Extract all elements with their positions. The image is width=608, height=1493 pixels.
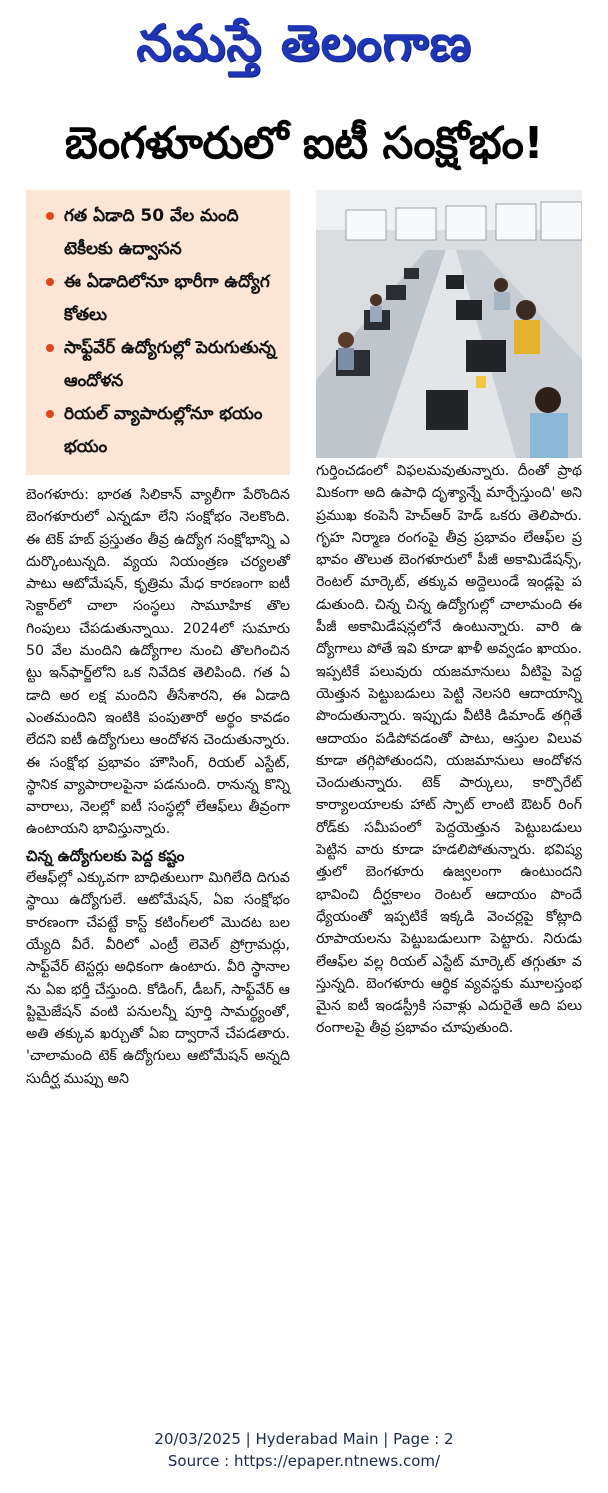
bullet-icon [46, 278, 54, 286]
highlight-item: గత ఏడాది 50 వేల మంది టెకీలకు ఉద్వాసన [44, 200, 278, 266]
bullet-icon [46, 212, 54, 220]
highlights-box [26, 190, 290, 475]
highlight-item: సాఫ్ట్‌వేర్ ఉద్యోగుల్లో పెరుగుతున్న ఆందోళన [44, 332, 278, 398]
bullet-icon [46, 344, 54, 352]
bullet-icon [46, 410, 54, 418]
newspaper-masthead: నమస్తే తెలంగాణ [136, 13, 472, 72]
article-subheading: చిన్న ఉద్యోగులకు పెద్ద కష్టం [26, 846, 185, 865]
article-paragraph: లేఆఫ్‌ల్లో ఎక్కువగా బాధితులుగా మిగిలేది దిగువ స్థాయి ఉద్యోగులే. ఆటోమేషన్, ఏఐ సంక్షోభం కారణంగా చేపట్టే కాస్ట్ కటింగ్‌లలో మొదట బలయ్యేది వీరే. వీరిలో ఎంట్రీ లెవెల్ ప్రోగ్రామర్లు, సాఫ్ట్‌వేర్ టెస్టర్లు అధికంగా ఉంటారు. వీరి స్థానాలను ఏఐ భర్తీ చేస్తుంది. కోడింగ్, డీబగ్, సాఫ్ట్‌వేర్ ఆప్టిమైజేషన్ వంటి పనులన్నీ పూర్తి సామర్థ్యంతో, అతి తక్కువ ఖర్చుతో ఏఐ ద్వారానే చేపడతారు. 'చాలామంది టెక్ ఉద్యోగులు ఆటోమేషన్ అన్నది సుదీర్ఘ ముప్పు అని [26, 870, 290, 1087]
article-headline: బెంగళూరులో ఐటీ సంక్షోభం! [64, 118, 544, 169]
office-photo [316, 190, 582, 458]
highlights-list [44, 200, 278, 464]
highlight-item: రియల్ వ్యాపారుల్లోనూ భయం భయం [44, 398, 278, 464]
footer-date-line: 20/03/2025 | Hyderabad Main | Page : 2 [154, 1430, 454, 1448]
highlight-item: ఈ ఏడాదిలోనూ భారీగా ఉద్యోగ కోతలు [44, 266, 278, 332]
article-column-right [316, 460, 582, 1040]
footer-source-line: Source : https://epaper.ntnews.com/ [167, 1452, 441, 1470]
office-workers-image [316, 190, 582, 458]
article-paragraph: గుర్తించడంలో విఫలమవుతున్నారు. దీంతో ప్రాథమికంగా అది ఉపాధి దృశ్యాన్నే మార్చేస్తుంది' అని ప్రముఖ కంపెనీ హెచ్‌ఆర్ హెడ్ ఒకరు తెలిపారు. గృహ నిర్మాణ రంగంపై తీవ్ర ప్రభావం లేఆఫ్‌ల ప్రభావం తొలుత బెంగళూరులో పీజీ అకామిడేషన్స్, రెంటల్ మార్కెట్, తక్కువ అద్దెలుండే ఇండ్లపై పడుతుంది. చిన్న చిన్న ఉద్యోగుల్లో చాలామంది ఈ పీజీ అకామిడేషన్లలోనే ఉంటున్నారు. వారి ఉద్యోగాలు పోతే ఇవి కూడా ఖాళీ అవ్వడం ఖాయం. ఇప్పటికే పలువురు యజమానులు వీటిపై పెద్దయెత్తున పెట్టుబడులు పెట్టి నెలసరి ఆదాయాన్ని పొందుతున్నారు. ఇప్పుడు వీటికి డిమాండ్ తగ్గితే ఆదాయం పడిపోవడంతో పాటు, ఆస్తుల విలువ కూడా తగ్గిపోతుందని, యజమానులు ఆందోళన చెందుతున్నారు. టెక్ పార్కులు, కార్పొరేట్ కార్యాలయాలకు హాట్ స్పాట్ లాంటి ఔటర్ రింగ్ రోడ్‌కు సమీపంలో పెద్దయెత్తున పెట్టుబడులు పెట్టిన వారు కూడా హడలిపోతున్నారు. భవిష్యత్తులో బెంగళూరు ఉజ్వలంగా ఉంటుందని భావించి దీర్ఘకాలం రెంటల్ ఆదాయం పొందే ధ్యేయంతో ఇప్పటికే ఇక్కడి వెంచర్లపై కోట్లాది రూపాయలను పెట్టుబడులుగా పెట్టారు. నిరుడు లేఆఫ్‌ల వల్ల రియల్ ఎస్టేట్ మార్కెట్ తగ్గుతూ వస్తున్నది. బెంగళూరు ఆర్థిక వ్యవస్థకు మూలస్తంభమైన ఐటీ ఇండస్ట్రీకి సవాళ్లు ఎదురైతే అది పలు రంగాలపై తీవ్ర ప్రభావం చూపుతుంది. [316, 463, 582, 1037]
article-column-left [26, 484, 290, 1090]
article-paragraph: బెంగళూరు: భారత సిలికాన్ వ్యాలీగా పేరొందిన బెంగళూరులో ఎన్నడూ లేని సంక్షోభం నెలకొంది. ఈ టెక్ హబ్ ప్రస్తుతం తీవ్ర ఉద్యోగ సంక్షోభాన్ని ఎదుర్కొంటున్నది. వ్యయ నియంత్రణ చర్యలతో పాటు ఆటోమేషన్, కృత్రిమ మేధ కారణంగా ఐటీ సెక్టార్‌లో చాలా సంస్థలు సామూహిక తొలగింపులు చేపడుతున్నాయి. 2024లో సుమారు 50 వేల మందిని ఉద్యోగాల నుంచి తొలగించినట్టు ఇన్‌ఫార్జ్‌లోని ఒక నివేదిక తెలిపింది. గత ఏడాది అర లక్ష మందిని తీసేశారని, ఈ ఏడాది ఎంతమందిని ఇంటికి పంపుతారో అర్థం కావడం లేదని ఐటీ ఉద్యోగులు ఆందోళన చెందుతున్నారు. ఈ సంక్షోభ ప్రభావం హౌసింగ్, రియల్ ఎస్టేట్, స్థానిక వ్యాపారాలపైనా పడనుంది. రానున్న కొన్ని వారాలు, నెలల్లో ఐటీ సంస్థల్లో లేఆఫ్‌లు తీవ్రంగా ఉంటాయని భావిస్తున్నారు. [26, 487, 290, 838]
